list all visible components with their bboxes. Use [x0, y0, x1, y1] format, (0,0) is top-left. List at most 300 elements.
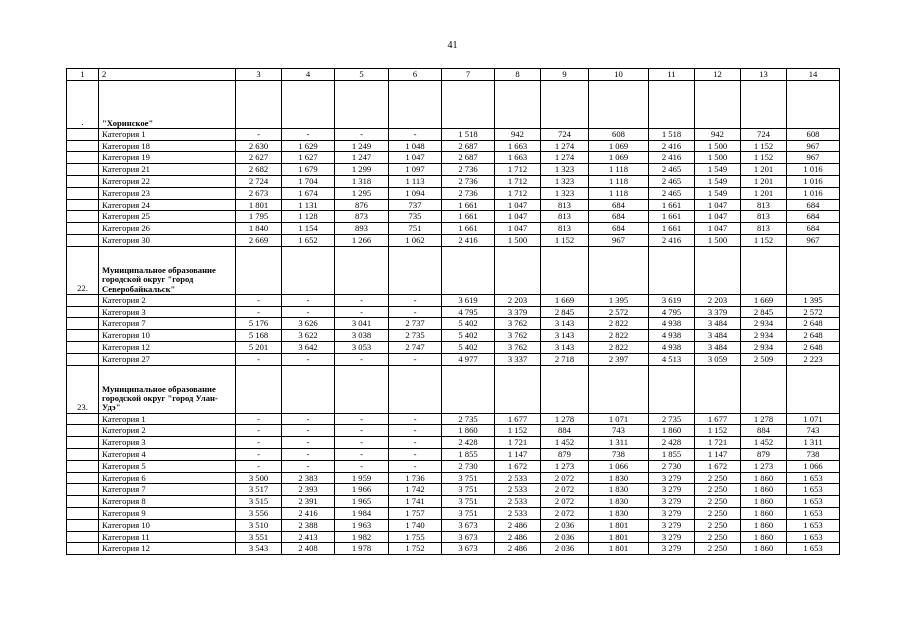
table-row	[67, 152, 840, 164]
value-cell: 1 500	[695, 140, 741, 152]
value-cell: 1 860	[741, 496, 787, 508]
value-cell: 2 391	[282, 496, 335, 508]
value-cell: 1 071	[589, 413, 649, 425]
value-cell: 942	[495, 128, 541, 140]
value-cell: 3 041	[335, 318, 389, 330]
value-cell: 1 066	[787, 460, 840, 472]
value-cell: 2 934	[741, 330, 787, 342]
value-cell: 2 250	[695, 543, 741, 555]
value-cell: 1 653	[787, 519, 840, 531]
value-cell	[495, 80, 541, 128]
value-cell: 1 677	[695, 413, 741, 425]
value-cell: 2 718	[541, 353, 589, 365]
value-cell: 1 860	[741, 519, 787, 531]
value-cell: 4 938	[649, 318, 695, 330]
value-cell: 1 801	[589, 519, 649, 531]
value-cell: 2 388	[282, 519, 335, 531]
category-name: Категория 19	[99, 152, 236, 164]
value-cell	[649, 365, 695, 413]
value-cell: 813	[741, 211, 787, 223]
value-cell: 684	[589, 199, 649, 211]
value-cell: 813	[541, 211, 589, 223]
section-row	[67, 246, 840, 294]
value-cell: 2 486	[495, 519, 541, 531]
value-cell: 2 223	[787, 353, 840, 365]
table-row	[67, 519, 840, 531]
table-row	[67, 460, 840, 472]
value-cell: 1 982	[335, 531, 389, 543]
value-cell: 1 661	[442, 211, 495, 223]
column-header: 4	[282, 69, 335, 81]
table-row	[67, 484, 840, 496]
table-row	[67, 294, 840, 306]
value-cell: 967	[787, 234, 840, 246]
value-cell: 1 152	[541, 234, 589, 246]
column-header: 1	[67, 69, 99, 81]
value-cell: 724	[541, 128, 589, 140]
value-cell: 2 383	[282, 472, 335, 484]
category-name: Категория 12	[99, 341, 236, 353]
value-cell	[442, 80, 495, 128]
value-cell: 2 465	[649, 187, 695, 199]
value-cell: 3 279	[649, 484, 695, 496]
category-name: Категория 26	[99, 223, 236, 235]
value-cell: 3 673	[442, 543, 495, 555]
value-cell: -	[335, 306, 389, 318]
value-cell: 3 751	[442, 507, 495, 519]
value-cell: 1 672	[495, 460, 541, 472]
column-header: 9	[541, 69, 589, 81]
value-cell: 2 648	[787, 341, 840, 353]
category-name: Категория 25	[99, 211, 236, 223]
value-cell: 967	[787, 152, 840, 164]
value-cell: 2 648	[787, 330, 840, 342]
value-cell: 2 250	[695, 507, 741, 519]
row-number	[67, 425, 99, 437]
value-cell: 1 147	[495, 448, 541, 460]
value-cell: 1 273	[741, 460, 787, 472]
value-cell: 2 822	[589, 318, 649, 330]
value-cell: -	[389, 460, 442, 472]
value-cell: 1 549	[695, 187, 741, 199]
value-cell: 3 619	[649, 294, 695, 306]
value-cell: 3 673	[442, 531, 495, 543]
category-name: Категория 24	[99, 199, 236, 211]
value-cell: 2 203	[495, 294, 541, 306]
value-cell	[389, 365, 442, 413]
value-cell: 2 393	[282, 484, 335, 496]
column-header: 3	[236, 69, 282, 81]
value-cell: 3 543	[236, 543, 282, 555]
value-cell	[649, 246, 695, 294]
value-cell: -	[389, 425, 442, 437]
value-cell: 1 653	[787, 531, 840, 543]
value-cell: 735	[389, 211, 442, 223]
value-cell: 1 323	[541, 175, 589, 187]
table-body	[67, 80, 840, 554]
value-cell: 2 845	[741, 306, 787, 318]
value-cell: -	[282, 353, 335, 365]
value-cell: 1 118	[589, 175, 649, 187]
value-cell: 879	[741, 448, 787, 460]
value-cell: 1 712	[495, 164, 541, 176]
value-cell: 5 168	[236, 330, 282, 342]
table-row	[67, 199, 840, 211]
value-cell: 2 203	[695, 294, 741, 306]
section-title: Муниципальное образование городской округ "город Северобайкальск"	[99, 246, 236, 294]
value-cell: 1 395	[787, 294, 840, 306]
value-cell: 738	[787, 448, 840, 460]
value-cell: 1 959	[335, 472, 389, 484]
category-name: Категория 1	[99, 128, 236, 140]
value-cell: -	[282, 128, 335, 140]
value-cell: 3 279	[649, 531, 695, 543]
row-number	[67, 413, 99, 425]
value-cell: -	[389, 413, 442, 425]
value-cell: -	[236, 128, 282, 140]
value-cell: 1 500	[695, 234, 741, 246]
value-cell: 1 629	[282, 140, 335, 152]
column-header: 6	[389, 69, 442, 81]
value-cell: 4 513	[649, 353, 695, 365]
row-number	[67, 234, 99, 246]
value-cell: 1 154	[282, 223, 335, 235]
value-cell: 879	[541, 448, 589, 460]
value-cell: 2 572	[787, 306, 840, 318]
value-cell: 3 484	[695, 330, 741, 342]
value-cell: 3 143	[541, 330, 589, 342]
value-cell: -	[282, 448, 335, 460]
value-cell: 1 152	[741, 152, 787, 164]
value-cell: 1 047	[695, 223, 741, 235]
value-cell: 2 428	[649, 437, 695, 449]
value-cell: -	[282, 437, 335, 449]
value-cell: 1 247	[335, 152, 389, 164]
value-cell: 876	[335, 199, 389, 211]
value-cell: 1 721	[495, 437, 541, 449]
value-cell: 884	[541, 425, 589, 437]
value-cell: 1 674	[282, 187, 335, 199]
value-cell: 1 549	[695, 164, 741, 176]
value-cell: 4 938	[649, 341, 695, 353]
value-cell: 2 036	[541, 543, 589, 555]
table-row	[67, 140, 840, 152]
value-cell: 3 556	[236, 507, 282, 519]
row-number	[67, 519, 99, 531]
value-cell: 1 663	[495, 140, 541, 152]
value-cell	[236, 80, 282, 128]
value-cell: 2 673	[236, 187, 282, 199]
value-cell: 1 274	[541, 152, 589, 164]
tariff-table	[66, 68, 840, 555]
table-row	[67, 353, 840, 365]
value-cell: 1 965	[335, 496, 389, 508]
value-cell: 2 533	[495, 472, 541, 484]
value-cell	[589, 365, 649, 413]
value-cell: -	[335, 353, 389, 365]
value-cell: 3 059	[695, 353, 741, 365]
column-header: 2	[99, 69, 236, 81]
value-cell: 2 934	[741, 318, 787, 330]
value-cell: -	[335, 448, 389, 460]
value-cell: 1 677	[495, 413, 541, 425]
table-row	[67, 330, 840, 342]
value-cell: 1 274	[541, 140, 589, 152]
value-cell: 1 704	[282, 175, 335, 187]
value-cell: 2 428	[442, 437, 495, 449]
value-cell: 5 402	[442, 330, 495, 342]
value-cell: 2 416	[649, 234, 695, 246]
value-cell: 2 036	[541, 519, 589, 531]
value-cell: -	[335, 413, 389, 425]
table-row	[67, 223, 840, 235]
category-name: Категория 1	[99, 413, 236, 425]
category-name: Категория 27	[99, 353, 236, 365]
value-cell: 813	[741, 223, 787, 235]
value-cell: 2 486	[495, 543, 541, 555]
value-cell: 884	[741, 425, 787, 437]
value-cell	[335, 246, 389, 294]
value-cell: 3 053	[335, 341, 389, 353]
value-cell: 1 452	[541, 437, 589, 449]
value-cell: -	[236, 306, 282, 318]
value-cell: 1 518	[649, 128, 695, 140]
value-cell	[282, 246, 335, 294]
value-cell: 1 047	[695, 211, 741, 223]
value-cell: 2 669	[236, 234, 282, 246]
value-cell: 813	[541, 223, 589, 235]
section-row	[67, 80, 840, 128]
value-cell: 2 735	[649, 413, 695, 425]
value-cell: 1 860	[741, 472, 787, 484]
value-cell: 1 860	[741, 507, 787, 519]
value-cell: 684	[589, 211, 649, 223]
value-cell: 2 416	[442, 234, 495, 246]
value-cell: 1 741	[389, 496, 442, 508]
value-cell: 2 250	[695, 472, 741, 484]
value-cell: 1 452	[741, 437, 787, 449]
value-cell: 3 279	[649, 496, 695, 508]
value-cell: 2 413	[282, 531, 335, 543]
value-cell	[541, 365, 589, 413]
value-cell: 1 963	[335, 519, 389, 531]
value-cell: 1 757	[389, 507, 442, 519]
row-number	[67, 460, 99, 472]
value-cell: 1 672	[695, 460, 741, 472]
value-cell: 1 118	[589, 187, 649, 199]
value-cell	[541, 246, 589, 294]
value-cell: -	[389, 448, 442, 460]
value-cell: 2 486	[495, 531, 541, 543]
value-cell: 1 249	[335, 140, 389, 152]
value-cell: 2 036	[541, 531, 589, 543]
value-cell: 1 118	[589, 164, 649, 176]
category-name: Категория 2	[99, 425, 236, 437]
value-cell: 608	[787, 128, 840, 140]
value-cell: 3 510	[236, 519, 282, 531]
value-cell: 1 661	[442, 223, 495, 235]
value-cell: 1 860	[741, 531, 787, 543]
value-cell: 3 379	[495, 306, 541, 318]
column-header: 14	[787, 69, 840, 81]
row-number	[67, 507, 99, 519]
value-cell: 3 642	[282, 341, 335, 353]
value-cell: 3 337	[495, 353, 541, 365]
value-cell: 1 152	[495, 425, 541, 437]
row-number	[67, 164, 99, 176]
row-number: 22.	[67, 246, 99, 294]
value-cell: 2 250	[695, 496, 741, 508]
value-cell: 737	[389, 199, 442, 211]
value-cell: 3 622	[282, 330, 335, 342]
value-cell	[236, 246, 282, 294]
value-cell: 3 279	[649, 519, 695, 531]
value-cell	[589, 80, 649, 128]
value-cell: 5 176	[236, 318, 282, 330]
value-cell: 1 323	[541, 187, 589, 199]
row-number	[67, 294, 99, 306]
value-cell: 3 626	[282, 318, 335, 330]
value-cell: 1 295	[335, 187, 389, 199]
value-cell: 1 266	[335, 234, 389, 246]
value-cell: 2 627	[236, 152, 282, 164]
value-cell: 4 795	[442, 306, 495, 318]
value-cell: 2 533	[495, 507, 541, 519]
value-cell: 684	[787, 223, 840, 235]
value-cell: 1 661	[649, 223, 695, 235]
value-cell: 3 619	[442, 294, 495, 306]
row-number	[67, 187, 99, 199]
value-cell: 684	[787, 199, 840, 211]
value-cell	[695, 246, 741, 294]
value-cell	[495, 246, 541, 294]
value-cell: 942	[695, 128, 741, 140]
category-name: Категория 10	[99, 330, 236, 342]
value-cell: 3 143	[541, 318, 589, 330]
value-cell	[495, 365, 541, 413]
value-cell: 2 630	[236, 140, 282, 152]
category-name: Категория 8	[99, 496, 236, 508]
value-cell: 813	[741, 199, 787, 211]
value-cell: -	[335, 437, 389, 449]
value-cell: -	[389, 353, 442, 365]
value-cell: 1 736	[389, 472, 442, 484]
value-cell: 1 128	[282, 211, 335, 223]
value-cell: 1 047	[495, 211, 541, 223]
value-cell: 3 143	[541, 341, 589, 353]
value-cell: 1 152	[695, 425, 741, 437]
value-cell: 873	[335, 211, 389, 223]
row-number	[67, 140, 99, 152]
value-cell: 1 801	[589, 531, 649, 543]
value-cell: 2 416	[649, 140, 695, 152]
value-cell: -	[389, 306, 442, 318]
value-cell: 1 318	[335, 175, 389, 187]
row-number: .	[67, 80, 99, 128]
value-cell: -	[236, 413, 282, 425]
value-cell: 1 801	[236, 199, 282, 211]
category-name: Категория 21	[99, 164, 236, 176]
table-row	[67, 496, 840, 508]
value-cell: 3 517	[236, 484, 282, 496]
table-header-row	[67, 69, 840, 81]
value-cell: 1 978	[335, 543, 389, 555]
value-cell: 1 069	[589, 152, 649, 164]
category-name: Категория 6	[99, 472, 236, 484]
value-cell: 1 661	[442, 199, 495, 211]
value-cell: 1 097	[389, 164, 442, 176]
table-row	[67, 234, 840, 246]
row-number	[67, 472, 99, 484]
value-cell: 2 072	[541, 507, 589, 519]
value-cell: -	[282, 294, 335, 306]
value-cell: 2 845	[541, 306, 589, 318]
value-cell: 2 250	[695, 531, 741, 543]
value-cell: 1 652	[282, 234, 335, 246]
category-name: Категория 7	[99, 318, 236, 330]
value-cell: 1 016	[787, 164, 840, 176]
value-cell: 1 395	[589, 294, 649, 306]
table-row	[67, 128, 840, 140]
value-cell: 1 661	[649, 199, 695, 211]
value-cell: 2 735	[442, 413, 495, 425]
value-cell: 2 822	[589, 341, 649, 353]
value-cell: 1 801	[589, 543, 649, 555]
table-row	[67, 472, 840, 484]
section-row	[67, 365, 840, 413]
value-cell: 3 279	[649, 543, 695, 555]
row-number	[67, 211, 99, 223]
value-cell: 1 627	[282, 152, 335, 164]
value-cell: 2 822	[589, 330, 649, 342]
value-cell: 1 663	[495, 152, 541, 164]
value-cell: 1 066	[589, 460, 649, 472]
value-cell: 3 279	[649, 507, 695, 519]
category-name: Категория 23	[99, 187, 236, 199]
category-name: Категория 18	[99, 140, 236, 152]
value-cell: 1 840	[236, 223, 282, 235]
value-cell: 2 072	[541, 496, 589, 508]
section-title: "Хоринское"	[99, 80, 236, 128]
value-cell: 2 747	[389, 341, 442, 353]
value-cell: 743	[589, 425, 649, 437]
value-cell: 2 736	[442, 164, 495, 176]
value-cell: 2 465	[649, 175, 695, 187]
value-cell: 1 860	[442, 425, 495, 437]
value-cell	[236, 365, 282, 413]
value-cell: 684	[787, 211, 840, 223]
row-number	[67, 330, 99, 342]
value-cell: 1 755	[389, 531, 442, 543]
category-name: Категория 11	[99, 531, 236, 543]
value-cell	[282, 80, 335, 128]
value-cell: 1 752	[389, 543, 442, 555]
value-cell: 2 682	[236, 164, 282, 176]
row-number	[67, 341, 99, 353]
category-name: Категория 3	[99, 437, 236, 449]
value-cell	[787, 365, 840, 413]
value-cell: 1 152	[741, 234, 787, 246]
value-cell: 2 072	[541, 472, 589, 484]
value-cell: 1 860	[741, 543, 787, 555]
value-cell: 1 984	[335, 507, 389, 519]
category-name: Категория 12	[99, 543, 236, 555]
value-cell: 1 549	[695, 175, 741, 187]
table-row	[67, 318, 840, 330]
table-row	[67, 413, 840, 425]
value-cell: 2 737	[389, 318, 442, 330]
value-cell: -	[389, 128, 442, 140]
